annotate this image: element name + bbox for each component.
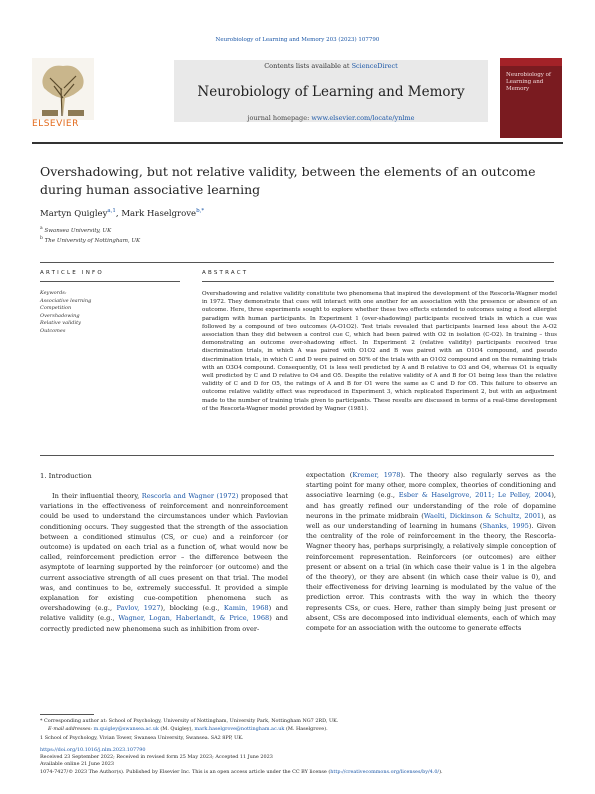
journal-cover[interactable] bbox=[500, 58, 562, 138]
footnote-mark: 1 bbox=[40, 735, 44, 741]
author-line bbox=[40, 208, 204, 219]
intro-text: ) and relative validity (e.g., bbox=[40, 604, 288, 623]
license-line bbox=[40, 769, 560, 776]
affiliation-text: Swansea University, UK bbox=[44, 227, 112, 234]
section-rule-top bbox=[40, 262, 554, 263]
intro-text: ), as well as our understanding of learning in humans ( bbox=[306, 511, 556, 531]
contents-line bbox=[174, 62, 488, 70]
affiliation-b bbox=[40, 236, 140, 244]
citation-link[interactable]: Rescorla and Wagner (1972) bbox=[141, 492, 239, 500]
footnote-affiliation bbox=[40, 735, 560, 742]
citation-link[interactable]: Kamin, 1968 bbox=[223, 604, 269, 613]
footnote-mark: * bbox=[40, 718, 43, 724]
keyword-item: Competition bbox=[40, 305, 72, 311]
article-title: Overshadowing, but not relative validity, between the elements of an outcome during human associative learning bbox=[40, 164, 536, 197]
abstract-label: ABSTRACT bbox=[202, 270, 249, 276]
email-link-haselgrove[interactable]: mark.haselgrove@nottingham.ac.uk bbox=[194, 726, 285, 732]
citation-link[interactable]: Waelti, Dickinson & Schultz, 2001 bbox=[423, 511, 542, 520]
cover-title: Neurobiology of Learning and Memory bbox=[506, 72, 551, 92]
intro-heading: 1. Introduction bbox=[40, 472, 92, 480]
citation-link[interactable]: Pavlov, 1927 bbox=[116, 604, 161, 613]
keywords-label: Keywords: bbox=[40, 290, 67, 296]
footnote-corresponding bbox=[40, 718, 560, 725]
affiliation-mark: a bbox=[40, 226, 43, 231]
footnote-text: School of Psychology, Vivian Tower, Swansea University, Swansea. SA2 8PP, UK. bbox=[44, 735, 244, 741]
license-link[interactable]: http://creativecommons.org/licenses/by/4.0/ bbox=[330, 768, 440, 775]
sciencedirect-link[interactable]: ScienceDirect bbox=[351, 62, 398, 70]
intro-text: ). The theory also regularly serves as the starting point for many other, more complex, theories of conditioning and associative learning (e.g., bbox=[306, 471, 556, 500]
elsevier-wordmark: ELSEVIER bbox=[32, 119, 79, 129]
author-quigley-marks: a,1 bbox=[107, 208, 116, 214]
intro-text: proposed that variations in the effectiveness of reinforcement and nonreinforcement could be used to understand the circumstances under which Pavlovian conditioning occurs. They suggested that the strength of the association between a conditioned stimulus (CS, or cue) and a reinforcer (or outcome) is updated on each trial as a function of, what would now be called, reinforcement prediction error – the difference between the asymptote of learning supported by the reinforcer (or outcome) and the current associative strength of all cues present on that trial. The model was, and continues to be, extremely successful. It provided a simple explanation for existing cue-competition phenomena such as overshadowing (e.g., bbox=[40, 492, 288, 613]
intro-column-left bbox=[40, 491, 288, 634]
intro-text: ), blocking (e.g., bbox=[160, 604, 224, 613]
publication-info bbox=[40, 747, 560, 776]
doi-link[interactable]: https://doi.org/10.1016/j.nlm.2023.107790 bbox=[40, 747, 146, 753]
intro-text: ), and has greatly refined our understanding of the role of dopamine neurons in the primate midbrain ( bbox=[306, 491, 556, 520]
author-haselgrove-marks: b,* bbox=[196, 208, 205, 214]
received-dates: Received 23 September 2022; Received in revised form 25 May 2023; Accepted 11 June 2023 bbox=[40, 754, 273, 761]
keyword-item: Outcomes bbox=[40, 327, 66, 334]
intro-column-right bbox=[306, 470, 556, 633]
keyword-item: Overshadowing bbox=[40, 312, 80, 319]
footnote-text: Corresponding author at: School of Psychology, University of Nottingham, University Park, Nottingham NG7 2RD, UK. bbox=[44, 718, 339, 724]
homepage-prefix: journal homepage: bbox=[247, 114, 312, 122]
footnote-emails bbox=[48, 726, 568, 733]
footnote-text: (M. Quigley), bbox=[158, 726, 195, 732]
footnote-rule bbox=[40, 714, 94, 715]
journal-name: Neurobiology of Learning and Memory bbox=[197, 84, 465, 100]
article-info-rule bbox=[40, 281, 180, 282]
citation-link[interactable]: Esber & Haselgrove, 2011; Le Pelley, 2004 bbox=[398, 491, 552, 500]
affiliation-text: The University of Nottingham, UK bbox=[44, 237, 141, 244]
author-haselgrove[interactable]: Mark Haselgrove bbox=[121, 208, 197, 219]
author-separator: , bbox=[115, 208, 122, 219]
citation-link[interactable]: Shanks, 1995 bbox=[482, 522, 529, 531]
license-text: 1074-7427/© 2023 The Author(s). Published by Elsevier Inc. This is an open access article under the CC BY license ( bbox=[40, 768, 331, 775]
journal-homepage bbox=[174, 114, 488, 122]
email-link-quigley[interactable]: m.quigley@swansea.ac.uk bbox=[93, 726, 159, 732]
header-rule bbox=[32, 142, 563, 144]
contents-prefix: Contents lists available at bbox=[264, 62, 352, 70]
journal-citation[interactable]: Neurobiology of Learning and Memory 203 (2023) 107790 bbox=[215, 37, 380, 43]
intro-text: In their influential theory, bbox=[52, 492, 142, 500]
keyword-item: Associative learning bbox=[40, 297, 92, 304]
intro-text: ) and correctly predicted new phenomena such as inhibition from over- bbox=[40, 614, 288, 633]
citation-link[interactable]: Kremer, 1978 bbox=[352, 471, 401, 479]
keywords-block bbox=[40, 290, 91, 335]
elsevier-tree-logo-icon bbox=[32, 58, 94, 120]
author-quigley[interactable]: Martyn Quigley bbox=[40, 208, 108, 219]
citation-link[interactable]: Wagner, Logan, Haberlandt, & Price, 1968 bbox=[118, 614, 270, 623]
homepage-link[interactable]: www.elsevier.com/locate/ynlme bbox=[311, 114, 415, 122]
keyword-item: Relative validity bbox=[40, 320, 81, 326]
cover-top-band bbox=[500, 58, 562, 66]
abstract-rule bbox=[202, 281, 554, 282]
affiliation-mark: b bbox=[40, 236, 43, 241]
abstract-text: Overshadowing and relative validity constitute two phenomena that inspired the development of the Rescorla-Wagner model in 1972. They demonstrate that cues will interact with one another for an association with the presence or absence of an outcome. Here, three experiments sought to explore whether these two effects extended to outcomes using a food allergist paradigm with human participants. In Experiment 1 (over-shadowing) participants received trials in which a cue was followed by a compound of two outcomes (A-O1O2). Test trials revealed that participants learned less about the A-O2 association than they did between a control cue C, which had been paired with O2 in isolation (C-O2). In training – thus demonstrating an outcome over-shadowing effect. In Experiment 2 (relative validity) participants received true discrimination trials, in which A was paired with O1O2 and B was paired with an O1O4 compound, and pseudo discrimination trials, in which C and D were paired on 50% of the trials with an O1O2 compound and on the remaining trials with an O3O4 compound. Consequently, O1 is less well predicted by A and B relative to O3 and O4, whereas O1 is equally well predicted by C and D relative to O4 and O5. Despite the relative validity of A and B for O1 being less than the relative validity of C and D for O5, the ratings of A and B for O1 were the same as C and D for O5. This failure to observe an outcome relative validity effect was reproduced in Experiment 3, which replicated Experiment 2, but with an adjustment made to the number of training trials given to participants. These results are discussed in terms of a real-time development of the Rescorla-Wagner model provided by Wagner (1981). bbox=[202, 291, 557, 412]
affiliation-a bbox=[40, 226, 111, 234]
available-online: Available online 21 June 2023 bbox=[40, 761, 114, 768]
license-text: ). bbox=[439, 768, 443, 775]
footnote-text: (M. Haselgrove). bbox=[284, 726, 328, 732]
abstract-bottom-rule bbox=[40, 455, 554, 456]
intro-text: ). Given the centrality of the role of reinforcement in the theory, the Rescorla-Wagner theory has, perhaps surprisingly, a relatively simple conception of reinforcement representation. Reinforcers (or outcomes) are either present or absent on a trial (in which case their value is 1 in the algebra of the theory), or they are absent (in which case their value is 0), and their effectiveness for driving learning is modulated by the value of the prediction error. This contrasts with the way in which the theory represents CSs, or cues. Here, rather than simply being just present or absent, CSs are decomposed into individual elements, each of which may compete for an association with the outcome to generate effects bbox=[306, 522, 557, 633]
intro-text: expectation ( bbox=[306, 471, 353, 479]
article-info-label: ARTICLE INFO bbox=[40, 270, 104, 276]
footnote-text: E-mail addresses: bbox=[48, 726, 94, 732]
